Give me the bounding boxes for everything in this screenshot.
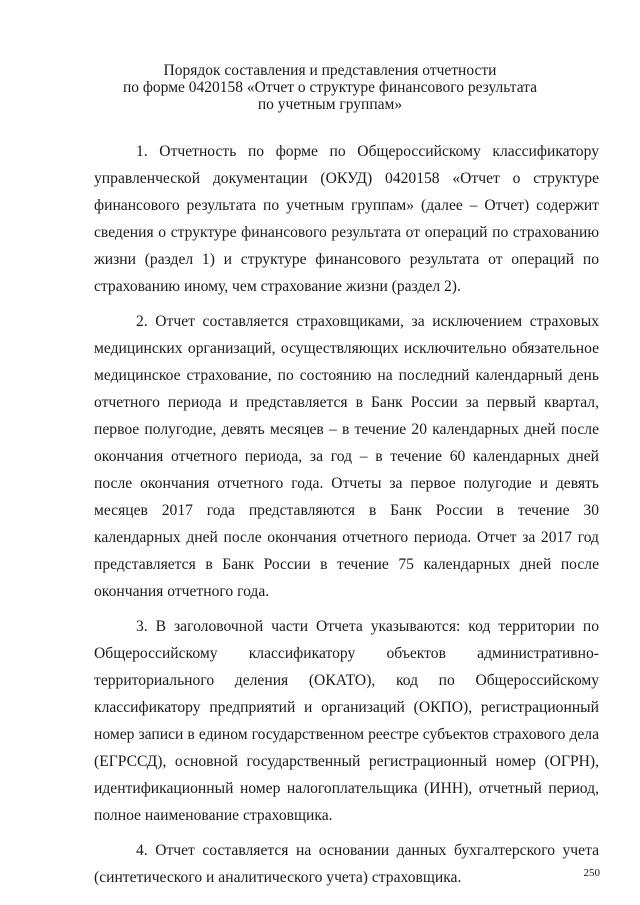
title-line: Порядок составления и представления отчетности [163, 62, 497, 79]
paragraph-4: 4. Отчет составляется на основании данных бухгалтерского учета (синтетического и аналитического учета) страховщика. [94, 842, 599, 886]
document-body [94, 138, 599, 899]
document-title [60, 62, 600, 113]
page-number: 250 [583, 867, 600, 879]
paragraph-1: 1. Отчетность по форме по Общероссийскому классификатору управленческой документации (ОКУД) 0420158 «Отчет о структуре финансового результата по учетным группам» (далее – Отчет) содержит сведения о структуре финансового результата от операций по страхованию жизни (раздел 1) и структуре финансового результата от операций по страхованию иному, чем страхование жизни (раздел 2). [94, 143, 599, 295]
title-line: по форме 0420158 «Отчет о структуре финансового результата [122, 79, 538, 96]
title-line: по учетным группам» [257, 96, 403, 113]
paragraph-2: 2. Отчет составляется страховщиками, за исключением страховых медицинских организаций, осуществляющих исключительно обязательное медицинское страхование, по состоянию на последний календарный день отчетного периода и представляется в Банк России за первый квартал, первое полугодие, девять месяцев – в течение 20 календарных дней после окончания отчетного периода, за год – в течение 60 календарных дней после окончания отчетного года. Отчеты за первое полугодие и девять месяцев 2017 года представляются в Банк России в течение 30 календарных дней после окончания отчетного периода. Отчет за 2017 год представляется в Банк России в течение 75 календарных дней после окончания отчетного года. [94, 313, 599, 600]
paragraph-3: 3. В заголовочной части Отчета указываются: код территории по Общероссийскому классификатору объектов административно-территориального деления (ОКАТО), код по Общероссийскому классификатору предприятий и организаций (ОКПО), регистрационный номер записи в едином государственном реестре субъектов страхового дела (ЕГРССД), основной государственный регистрационный номер (ОГРН), идентификационный номер налогоплательщика (ИНН), отчетный период, полное наименование страховщика. [94, 618, 599, 824]
